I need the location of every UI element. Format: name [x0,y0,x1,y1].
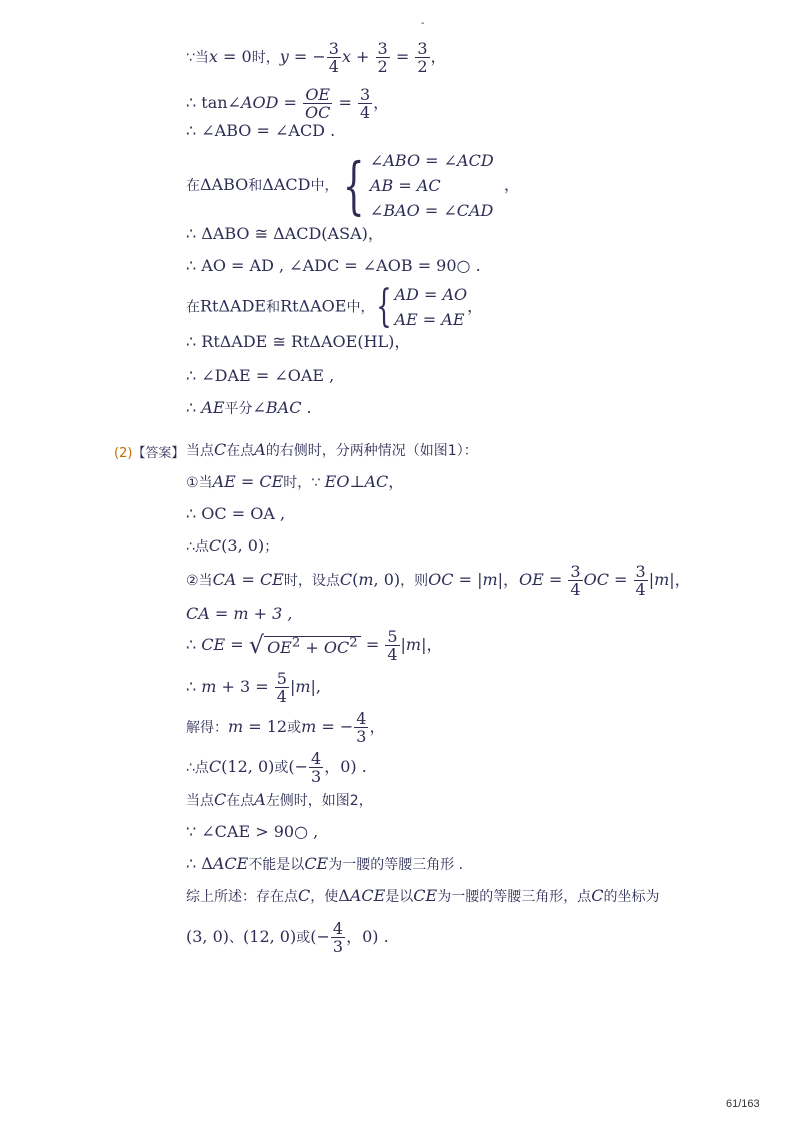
answer-line-8: ∴ m + 3 = $\frac{5}{4}$ |m|, [186,669,322,706]
answer-line-3: ∴ OC = OA , [186,504,286,523]
proof-line-5: ∴ ΔABO ≅ ΔACD(ASA)， [186,224,384,243]
answer-line-2: ①当AE = CE时，∵ EO⊥AC， [186,472,405,491]
stray-mark: - [421,18,425,29]
proof-line-4: 在ΔABO和ΔACD中，{ ∠ABO = ∠ACD AB = AC ∠BAO = ∠CAD ， [186,148,520,222]
answer-line-13: ∴ ΔACE不能是以CE为一腰的等腰三角形 . [186,854,464,873]
answer-line-12: ∵ ∠CAE > 90○ , [186,822,319,841]
answer-line-11: 当点C在点A左侧时，如图2， [186,790,373,809]
fraction: $\frac{5}{4}$ [276,669,287,706]
proof-line-10: ∴ AE平分∠BAC . [186,398,312,417]
fraction: $\frac{3}{4}$ [328,39,339,76]
page-number: 61/163 [726,1098,760,1110]
answer-line-10: ∴点C(12, 0)或(− $\frac{4}{3}$ ，0) . [186,749,367,786]
fraction: $\frac{3}{4}$ [359,85,371,122]
answer-line-4: ∴点C(3, 0)； [186,536,279,555]
answer-line-15: (3, 0)、(12, 0)或(− $\frac{4}{3}$ ，0) . [186,919,389,956]
proof-line-3: ∴ ∠ABO = ∠ACD . [186,121,336,140]
fraction: $\frac{3}{4}$ [635,562,646,599]
equation-system: ∠ABO = ∠ACD AB = AC ∠BAO = ∠CAD [369,151,494,220]
answer-line-14: 综上所述：存在点C，使ΔACE是以CE为一腰的等腰三角形，点C的坐标为 [186,886,660,905]
proof-line-2: ∴ tan∠AOD = $\frac{OE}{OC}$ = $\frac{3}{4}$ ， [186,85,390,122]
answer-line-6: CA = m + 3 , [186,604,293,623]
answer-line-7: ∴ CE = √ $OE^2 + OC^2$ = $\frac{5}{4}$ |m|， [186,627,443,664]
square-root: √ $OE^2 + OC^2$ [249,633,361,657]
proof-line-6: ∴ AO = AD , ∠ADC = ∠AOB = 90○ . [186,256,481,275]
fraction: $\frac{5}{4}$ [387,627,398,664]
left-brace: { [343,148,366,222]
fraction: $\frac{3}{2}$ [377,39,388,76]
fraction: $\frac{3}{4}$ [570,562,581,599]
fraction: $\frac{4}{3}$ [332,919,344,956]
proof-line-1: ∵当x = 0时，y = − $\frac{3}{4}$ x + $\frac{3}{2}$ = $\frac{3}{2}$ ， [186,39,447,76]
proof-line-7: 在RtΔADE和RtΔAOE中，{ AD = AO AE = AE ， [186,281,484,332]
fraction: $\frac{3}{2}$ [417,39,428,76]
answer-line-9: 解得：m = 12或m = − $\frac{4}{3}$ ， [186,709,386,746]
fraction: $\frac{4}{3}$ [356,709,367,746]
proof-line-8: ∴ RtΔADE ≅ RtΔAOE(HL)， [186,332,411,351]
answer-line-1: 当点C在点A的右侧时，分两种情况（如图1）： [186,440,478,459]
left-brace: { [376,281,393,332]
equation-system: AD = AO AE = AE [394,285,468,329]
fraction: $\frac{4}{3}$ [311,749,322,786]
proof-line-9: ∴ ∠DAE = ∠OAE , [186,366,335,385]
answer-line-5: ②当CA = CE时，设点C(m, 0)，则OC = |m|，OE = $\frac{3}{4}$ OC = $\frac{3}{4}$ |m|， [186,562,691,599]
part-2-label: (2)【答案】 [114,446,185,461]
fraction: $\frac{OE}{OC}$ [305,85,331,122]
